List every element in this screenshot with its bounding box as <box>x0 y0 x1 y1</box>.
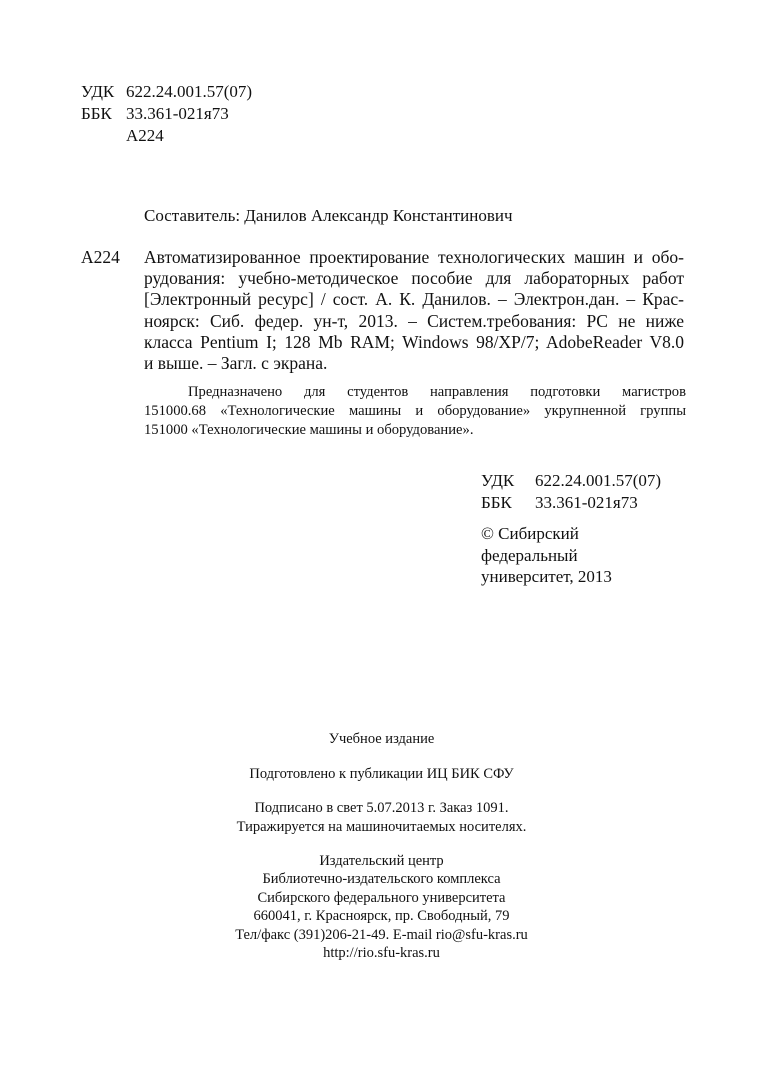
udk-label-top: УДК <box>81 82 115 101</box>
copyright-line: федеральный <box>481 545 578 565</box>
bbk-value-right: 33.361-021я73 <box>535 493 638 512</box>
description-line: рудования: учебно-методическое пособие для лабораторных работ <box>144 268 684 289</box>
publisher-block <box>0 852 763 962</box>
purpose-line: 151000 «Технологические машины и оборудование». <box>144 422 474 438</box>
bibliographic-description <box>144 247 684 374</box>
udk-value-top: 622.24.001.57(07) <box>126 82 253 101</box>
compiler-line: Составитель: Данилов Александр Константинович <box>144 206 513 225</box>
description-line: ноярск: Сиб. федер. ун-т, 2013. – Систем.требования: PC не ниже <box>144 310 684 331</box>
copyright-line: университет, 2013 <box>481 567 612 586</box>
publisher-line: Издательский центр <box>319 853 444 869</box>
publisher-line: 660041, г. Красноярск, пр. Свободный, 79 <box>253 908 510 925</box>
description-line: класса Pentium I; 128 Mb RAM; Windows 98/XP/7; AdobeReader V8.0 <box>144 331 684 352</box>
description-line: и выше. – Загл. с экрана. <box>144 353 328 374</box>
copyright-line: © Сибирский <box>481 524 579 543</box>
bbk-value-top: 33.361-021я73 <box>126 104 229 123</box>
purpose-line: Предназначено для студентов направления подготовки магистров <box>188 384 686 400</box>
bbk-label-top: ББК <box>81 104 112 123</box>
publisher-line: Библиотечно-издательского комплекса <box>262 871 501 888</box>
udk-value-right: 622.24.001.57(07) <box>535 471 662 490</box>
signed-line: Подписано в свет 5.07.2013 г. Заказ 1091. <box>254 800 509 816</box>
description-line: Автоматизированное проектирование технологических машин и обо- <box>144 247 684 267</box>
annotation-sign: А224 <box>81 247 120 267</box>
copyright-block <box>481 523 612 588</box>
description-line: [Электронный ресурс] / сост. А. К. Данилов. – Электрон.дан. – Крас- <box>144 289 684 310</box>
purpose-line: 151000.68 «Технологические машины и оборудование» укрупненной группы <box>144 403 686 419</box>
publisher-line: Сибирского федерального университета <box>257 889 506 906</box>
bbk-label-right: ББК <box>481 493 512 512</box>
prepared-line: Подготовлено к публикации ИЦ БИК СФУ <box>249 766 514 782</box>
udk-label-right: УДК <box>481 471 515 490</box>
purpose-paragraph <box>144 383 686 440</box>
signed-block <box>0 799 763 837</box>
replicated-line: Тиражируется на машиночитаемых носителях. <box>236 819 527 835</box>
publisher-line: http://rio.sfu-kras.ru <box>323 945 440 962</box>
publisher-line: Тел/факс (391)206-21-49. E-mail rio@sfu-kras.ru <box>235 926 528 943</box>
author-sign-top: А224 <box>126 126 164 145</box>
edition-type: Учебное издание <box>328 731 435 747</box>
